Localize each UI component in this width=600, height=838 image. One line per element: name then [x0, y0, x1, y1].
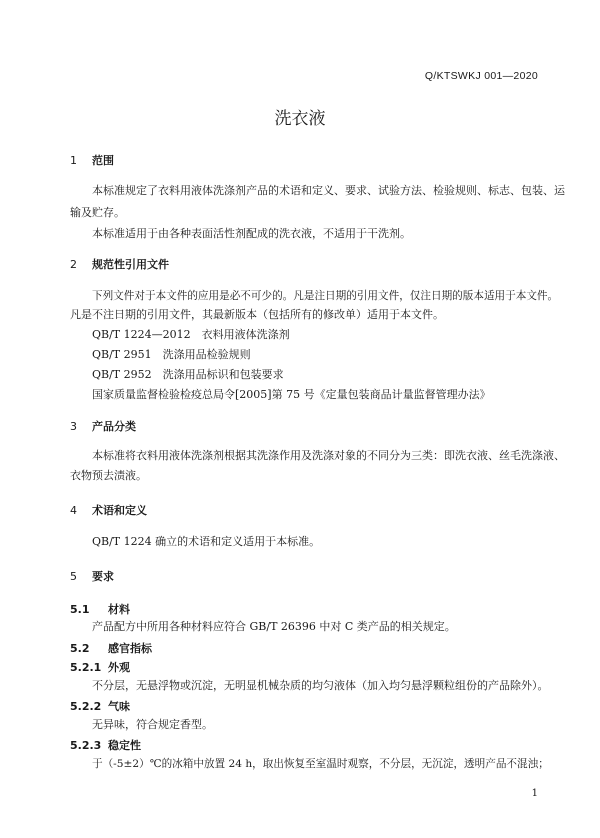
subsection-5-2-3-heading — [70, 737, 141, 753]
section-number: 5 — [70, 570, 77, 583]
document-code: Q/KTSWKJ 001—2020 — [424, 70, 538, 82]
section-number: 2 — [70, 258, 77, 271]
subsection-5-1-paragraph: 产品配方中所用各种材料应符合 GB/T 26396 中对 C 类产品的相关规定。 — [92, 620, 456, 633]
section-3-paragraph-line-1: 本标准将衣料用液体洗涤剂根据其洗涤作用及洗涤对象的不同分为三类：即洗衣液、丝毛洗涤液、 — [92, 449, 565, 462]
reference-item: QB/T 2951 洗涤用品检验规则 — [92, 348, 251, 361]
section-5-heading — [70, 568, 114, 584]
section-title: 范围 — [92, 154, 114, 167]
section-1-paragraph-1-line-1: 本标准规定了衣料用液体洗涤剂产品的术语和定义、要求、试验方法、检验规则、标志、包装、运 — [92, 184, 565, 197]
subsection-title: 材料 — [108, 603, 130, 616]
document-title: 洗衣液 — [274, 109, 326, 129]
subsection-5-2-heading — [70, 640, 152, 656]
section-number: 3 — [70, 420, 77, 433]
subsection-number: 5.2 — [70, 642, 90, 655]
subsection-number: 5.1 — [70, 603, 90, 616]
section-3-heading — [70, 418, 136, 434]
subsection-title: 感官指标 — [108, 642, 152, 655]
subsection-5-2-1-heading — [70, 659, 130, 675]
subsection-title: 外观 — [108, 661, 130, 674]
section-3-paragraph-line-2: 衣物预去渍液。 — [70, 469, 147, 482]
section-1-paragraph-1-line-2: 输及贮存。 — [70, 206, 125, 219]
subsection-number: 5.2.1 — [70, 661, 102, 674]
subsection-5-2-3-paragraph: 于（-5±2）℃的冰箱中放置 24 h，取出恢复至室温时观察，不分层，无沉淀，透明产品不混浊； — [92, 758, 549, 770]
subsection-number: 5.2.2 — [70, 700, 102, 713]
section-title: 术语和定义 — [92, 504, 147, 517]
reference-item: QB/T 2952 洗涤用品标识和包装要求 — [92, 368, 284, 381]
subsection-number: 5.2.3 — [70, 739, 102, 752]
section-1-heading — [70, 152, 114, 168]
subsection-5-2-1-paragraph: 不分层，无悬浮物或沉淀，无明显机械杂质的均匀液体（加入均匀悬浮颗粒组份的产品除外）。 — [92, 679, 549, 692]
section-2-heading — [70, 256, 169, 272]
subsection-5-2-2-heading — [70, 698, 130, 714]
section-4-paragraph: QB/T 1224 确立的术语和定义适用于本标准。 — [92, 535, 321, 548]
subsection-5-1-heading — [70, 601, 130, 617]
subsection-5-2-2-paragraph: 无异味，符合规定香型。 — [92, 718, 213, 731]
section-2-paragraph-line-2: 凡是不注日期的引用文件，其最新版本（包括所有的修改单）适用于本文件。 — [70, 308, 444, 321]
reference-item: 国家质量监督检验检疫总局令[2005]第 75 号《定量包装商品计量监督管理办法》 — [92, 388, 491, 401]
section-number: 4 — [70, 504, 77, 517]
subsection-title: 气味 — [108, 700, 130, 713]
reference-item: QB/T 1224—2012 衣料用液体洗涤剂 — [92, 328, 290, 341]
subsection-title: 稳定性 — [108, 739, 141, 752]
section-2-paragraph-line-1: 下列文件对于本文件的应用是必不可少的。凡是注日期的引用文件，仅注日期的版本适用于本文件。 — [92, 290, 559, 302]
section-title: 要求 — [92, 570, 114, 583]
section-title: 产品分类 — [92, 420, 136, 433]
section-4-heading — [70, 502, 147, 518]
section-1-paragraph-2: 本标准适用于由各种表面活性剂配成的洗衣液，不适用于干洗剂。 — [92, 227, 411, 240]
section-number: 1 — [70, 154, 77, 167]
section-title: 规范性引用文件 — [92, 258, 169, 271]
page-number: 1 — [531, 788, 538, 799]
